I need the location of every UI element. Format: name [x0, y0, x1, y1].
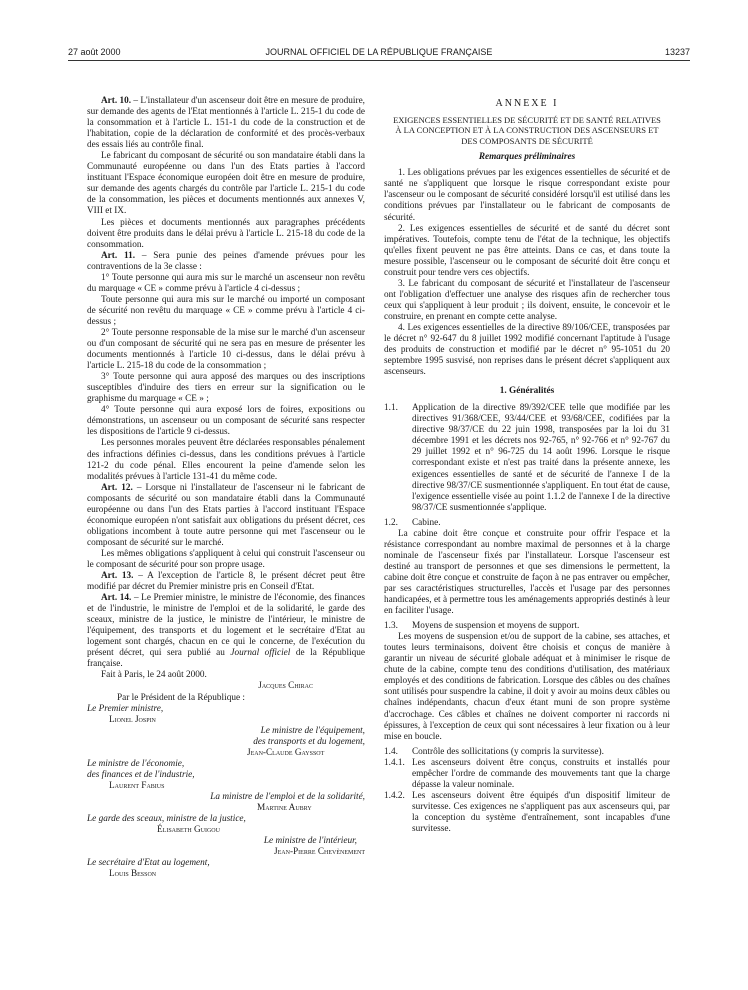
- header-date: 27 août 2000: [68, 47, 121, 57]
- signature-justice-name: Élisabeth Guigou: [157, 825, 220, 836]
- signature-equip-title-1: Le ministre de l'équipement,: [260, 725, 365, 736]
- left-column: [87, 96, 365, 972]
- remarque-4: 4. Les exigences essentielles de la directive 89/106/CEE, transposées par le décret n° 92-647 du 8 juillet 1992 modifié concernant l'aptitude à l'usage des produits de construction et modifié par le décret n° 95-1051 du 20 septembre 1995 susvisé, non reprises dans le présent décret s'appliquent aux ascenseurs.: [384, 322, 670, 378]
- item-1-2-body: La cabine doit être conçue et construite pour offrir l'espace et la résistance correspondant au nombre maximal de personnes et à la charge nominale de l'ascenseur fixés par l'installateur. Lorsque l'ascenseur est destiné au transport de personnes et que ses dimensions le permettent, la cabine doit être conçue et construite de façon à ne pas entraver ou empêcher, par ses caractéristiques structurelles, l'accès et l'usage par des personnes handicapées, et à permettre tous les aménagements appropriés destinés à leur en faciliter l'usage.: [384, 528, 670, 617]
- item-1-3: [384, 621, 670, 632]
- article-11-item-1b: Toute personne qui aura mis sur le marché ou importé un composant de sécurité non revêtu du marquage « CE » comme prévu à l'article 4 ci-dessus ;: [87, 294, 365, 327]
- article-11-item-2: 2° Toute personne responsable de la mise sur le marché d'un ascenseur ou d'un composant de sécurité qui ne sera pas en mesure de présenter les documents mentionnés à l'article 10 ci-dessus, dans le délai prévu à l'article L. 215-18 du code de la consommation ;: [87, 327, 365, 372]
- signature-pm-title: Le Premier ministre,: [87, 703, 164, 714]
- signature-eco-title-2: des finances et de l'industrie,: [87, 769, 195, 780]
- article-12-paragraph: [87, 483, 365, 549]
- par-le-president: Par le Président de la République :: [117, 692, 245, 703]
- remarques-title: Remarques préliminaires: [478, 152, 576, 163]
- signature-president: Jacques Chirac: [258, 681, 313, 692]
- item-1-4-1-text: Les ascenseurs doivent être conçus, construits et installés pour empêcher l'ordre de commande des mouvements tant que la charge dépasse la valeur nominale.: [412, 757, 670, 790]
- remarque-1: 1. Les obligations prévues par les exigences essentielles de sécurité et de santé ne s'appliquent que lorsque le risque correspondant existe pour l'ascenseur ou le composant de sécurité considéré lorsqu'il est utilisé dans les conditions prévues par l'installateur ou le fabricant de composants de sécurité.: [384, 168, 670, 223]
- article-11-item-4: 4° Toute personne qui aura exposé lors de foires, expositions ou démonstrations, un ascenseur ou un composant de sécurité sans respecter les dispositions de l'article 9 ci-dessus.: [87, 405, 365, 438]
- item-1-4-2-number: 1.4.2.: [384, 790, 405, 801]
- article-10-text: – L'installateur d'un ascenseur doit être en mesure de produire, sur demande des agents de l'Etat mentionnés à l'article L. 215-1 du code de la consommation et à l'article L. 151-1 du code de la construction et de l'habitation, copie de la déclaration de conformité et des procès-verbaux des essais liés au contrôle final.: [87, 96, 365, 151]
- article-10-paragraph-2: Le fabricant du composant de sécurité ou son mandataire établi dans la Communauté européenne ou dans l'un des Etats parties à l'accord instituant l'Espace économique européen doit être en mesure de produire, sur demande des agents chargés du contrôle par l'article L. 215-1 du code de la consommation, les pièces et documents mentionnés aux annexes V, VIII et IX.: [87, 151, 365, 217]
- item-1-4-1: [384, 758, 670, 791]
- article-14-label: Art. 14.: [101, 593, 132, 604]
- article-10-paragraph: [87, 96, 365, 151]
- signatures: [87, 681, 365, 880]
- signature-logement-name: Louis Besson: [109, 869, 157, 880]
- article-14-journal-officiel: Journal officiel: [230, 648, 291, 659]
- page-header: [68, 44, 690, 60]
- header-journal-title: JOURNAL OFFICIEL DE LA RÉPUBLIQUE FRANÇAISE: [265, 47, 493, 57]
- item-1-1-text: Application de la directive 89/392/CEE telle que modifiée par les directives 91/368/CEE, 93/44/CEE et 93/68/CEE, codifiées par la directive 98/37/CE du 22 juin 1998, transposées par la loi du 31 décembre 1991 et les décrets nos 92-765, n° 92-766 et n° 92-767 du 29 juillet 1992 et n° 96-725 du 14 août 1996. Lorsque le risque correspondant existe et n'est pas traité dans la présente annexe, les exigences essentielles de santé et de sécurité de l'annexe I de la directive 98/37/CE susmentionnée s'appliquent. En tout état de cause, l'exigence essentielle visée au point 1.1.2 de l'annexe I de la directive 98/37/CE susmentionnée s'applique.: [412, 403, 670, 513]
- signature-interieur-title: Le ministre de l'intérieur,: [263, 836, 357, 847]
- article-11-paragraph: [87, 251, 365, 273]
- signature-eco-name: Laurent Fabius: [109, 780, 165, 791]
- signature-eco-title-1: Le ministre de l'économie,: [87, 758, 185, 769]
- annexe-subtitle: EXIGENCES ESSENTIELLES DE SÉCURITÉ ET DE SANTÉ RELATIVES À LA CONCEPTION ET À LA CONSTRUCTION DES ASCENSEURS ET DES COMPOSANTS DE SÉCURITÉ: [393, 115, 661, 146]
- item-1-4-2: [384, 791, 670, 835]
- article-14-text-b: de la République française.: [87, 648, 365, 670]
- item-1-4-title: Contrôle des sollicitations (y compris la survitesse).: [412, 746, 604, 757]
- remarque-3: 3. Le fabricant du composant de sécurité et l'installateur de l'ascenseur ont l'obligation d'effectuer une analyse des risques afin de rechercher tous ceux qui s'appliquent à leur produit ; ils doivent, ensuite, le concevoir et le construire, en prenant en compte cette analyse.: [384, 278, 670, 322]
- signature-justice-title: Le garde des sceaux, ministre de la justice,: [87, 814, 246, 825]
- article-10-label: Art. 10.: [101, 96, 132, 106]
- article-11-item-1: 1° Toute personne qui aura mis sur le marché un ascenseur non revêtu du marquage « CE » comme prévu à l'article 4 ci-dessus ;: [87, 272, 365, 294]
- item-1-1-number: 1.1.: [384, 403, 398, 414]
- signature-equip-name: Jean-Claude Gayssot: [247, 747, 325, 758]
- item-1-4-2-text: Les ascenseurs doivent être équipés d'un dispositif limiteur de survitesse. Ces exigences ne s'appliquent pas aux ascenseurs qui, par la conception du système d'entraînement, sont incapables d'une survitesse.: [412, 790, 670, 834]
- right-column: [384, 96, 670, 972]
- signature-pm-name: Lionel Jospin: [109, 714, 156, 725]
- item-1-4: [384, 747, 670, 758]
- item-1-4-1-number: 1.4.1.: [384, 757, 405, 768]
- signature-emploi-name: Martine Aubry: [257, 803, 312, 813]
- item-1-3-title: Moyens de suspension et moyens de support.: [412, 621, 580, 632]
- article-13-text: – A l'exception de l'article 8, le présent décret peut être modifié par décret du Premier ministre pris en Conseil d'Etat.: [87, 571, 365, 593]
- article-12-label: Art. 12.: [101, 482, 133, 493]
- article-12-text: – Lorsque ni l'installateur de l'ascenseur ni le fabricant de composants de sécurité ou son mandataire établi dans la Communauté européenne ou dans l'un des Etats parties à l'accord instituant l'Espace économique européen n'ont satisfait aux obligations du présent décret, ces obligations incombent à toute autre personne qui met l'ascenseur ou le composant de sécurité sur le marché.: [87, 482, 365, 548]
- item-1-3-body: Les moyens de suspension et/ou de support de la cabine, ses attaches, et toutes leurs terminaisons, doivent être choisis et conçus de manière à garantir un niveau de sécurité globale adéquat et à minimiser le risque de chute de la cabine, compte tenu des conditions d'utilisation, des matériaux employés et des conditions de fabrication. Lorsque des câbles ou des chaînes sont utilisés pour suspendre la cabine, il doit y avoir au moins deux câbles ou chaînes indépendants, chacun d'eux étant muni de son propre système d'accrochage. Ces câbles et chaînes ne doivent comporter ni raccords ni épissures, à l'exception de ceux qui sont nécessaires à leur fixation ou à leur mise en boucle.: [384, 632, 670, 742]
- item-1-4-number: 1.4.: [384, 746, 398, 757]
- header-page-number: 13237: [664, 47, 690, 57]
- article-13-label: Art. 13.: [101, 571, 134, 582]
- item-1-3-number: 1.3.: [384, 621, 398, 632]
- article-10-paragraph-3: Les pièces et documents mentionnés aux paragraphes précédents doivent être produits dans le délai prévu à l'article L. 215-18 du code de la consommation.: [87, 217, 365, 250]
- article-14-text-a: – Le Premier ministre, le ministre de l'économie, des finances et de l'industrie, le ministre de l'emploi et de la solidarité, le garde des sceaux, ministre de la justice, le ministre de l'intérieur, le ministre de l'équipement, des transports et du logement et le secrétaire d'Etat au logement sont chargés, chacun en ce qui le concerne, de l'exécution du présent décret, qui sera publié au: [87, 593, 365, 659]
- done-at-paris: Fait à Paris, le 24 août 2000.: [101, 670, 207, 681]
- article-11-legal-persons: Les personnes morales peuvent être déclarées responsables pénalement des infractions définies ci-dessus, dans les conditions prévues à l'article 121-2 du code pénal. Elles encourent la peine d'amende selon les modalités prévues à l'article 131-41 du même code.: [87, 438, 365, 482]
- signature-logement-title: Le secrétaire d'Etat au logement,: [87, 858, 210, 869]
- article-11-item-3: 3° Toute personne qui aura apposé des marques ou des inscriptions susceptibles d'induire des tiers en erreur sur la signification ou le graphisme du marquage « CE » ;: [87, 372, 365, 405]
- signature-equip-title-2: des transports et du logement,: [253, 736, 365, 747]
- article-11-intro: – Sera punie des peines d'amende prévues pour les contraventions de la 3e classe :: [87, 250, 365, 272]
- remarque-2: 2. Les exigences essentielles de sécurité et de santé du décret sont impératives. Toutefois, compte tenu de l'état de la technique, les objectifs qu'elles fixent peuvent ne pas être atteints. Dans ce cas, et dans toute la mesure possible, l'ascenseur ou le composant de sécurité doit être conçu et construit pour tendre vers ces objectifs.: [384, 223, 670, 278]
- item-1-2-number: 1.2.: [384, 517, 398, 528]
- article-13-paragraph: [87, 571, 365, 593]
- annexe-title: ANNEXE I: [495, 98, 559, 109]
- item-1-2: [384, 518, 670, 529]
- signature-interieur-name: Jean-Pierre Chevènement: [274, 847, 365, 858]
- signature-emploi-title: La ministre de l'emploi et de la solidarité,: [210, 791, 365, 802]
- article-12-paragraph-2: Les mêmes obligations s'appliquent à celui qui construit l'ascenseur ou le composant de sécurité pour son propre usage.: [87, 548, 365, 570]
- header-rule: [68, 60, 690, 61]
- section-1-title: 1. Généralités: [499, 386, 555, 397]
- item-1-2-title: Cabine.: [412, 517, 441, 528]
- article-11-label: Art. 11.: [101, 250, 136, 261]
- item-1-1: [384, 403, 670, 513]
- article-14-paragraph: [87, 593, 365, 670]
